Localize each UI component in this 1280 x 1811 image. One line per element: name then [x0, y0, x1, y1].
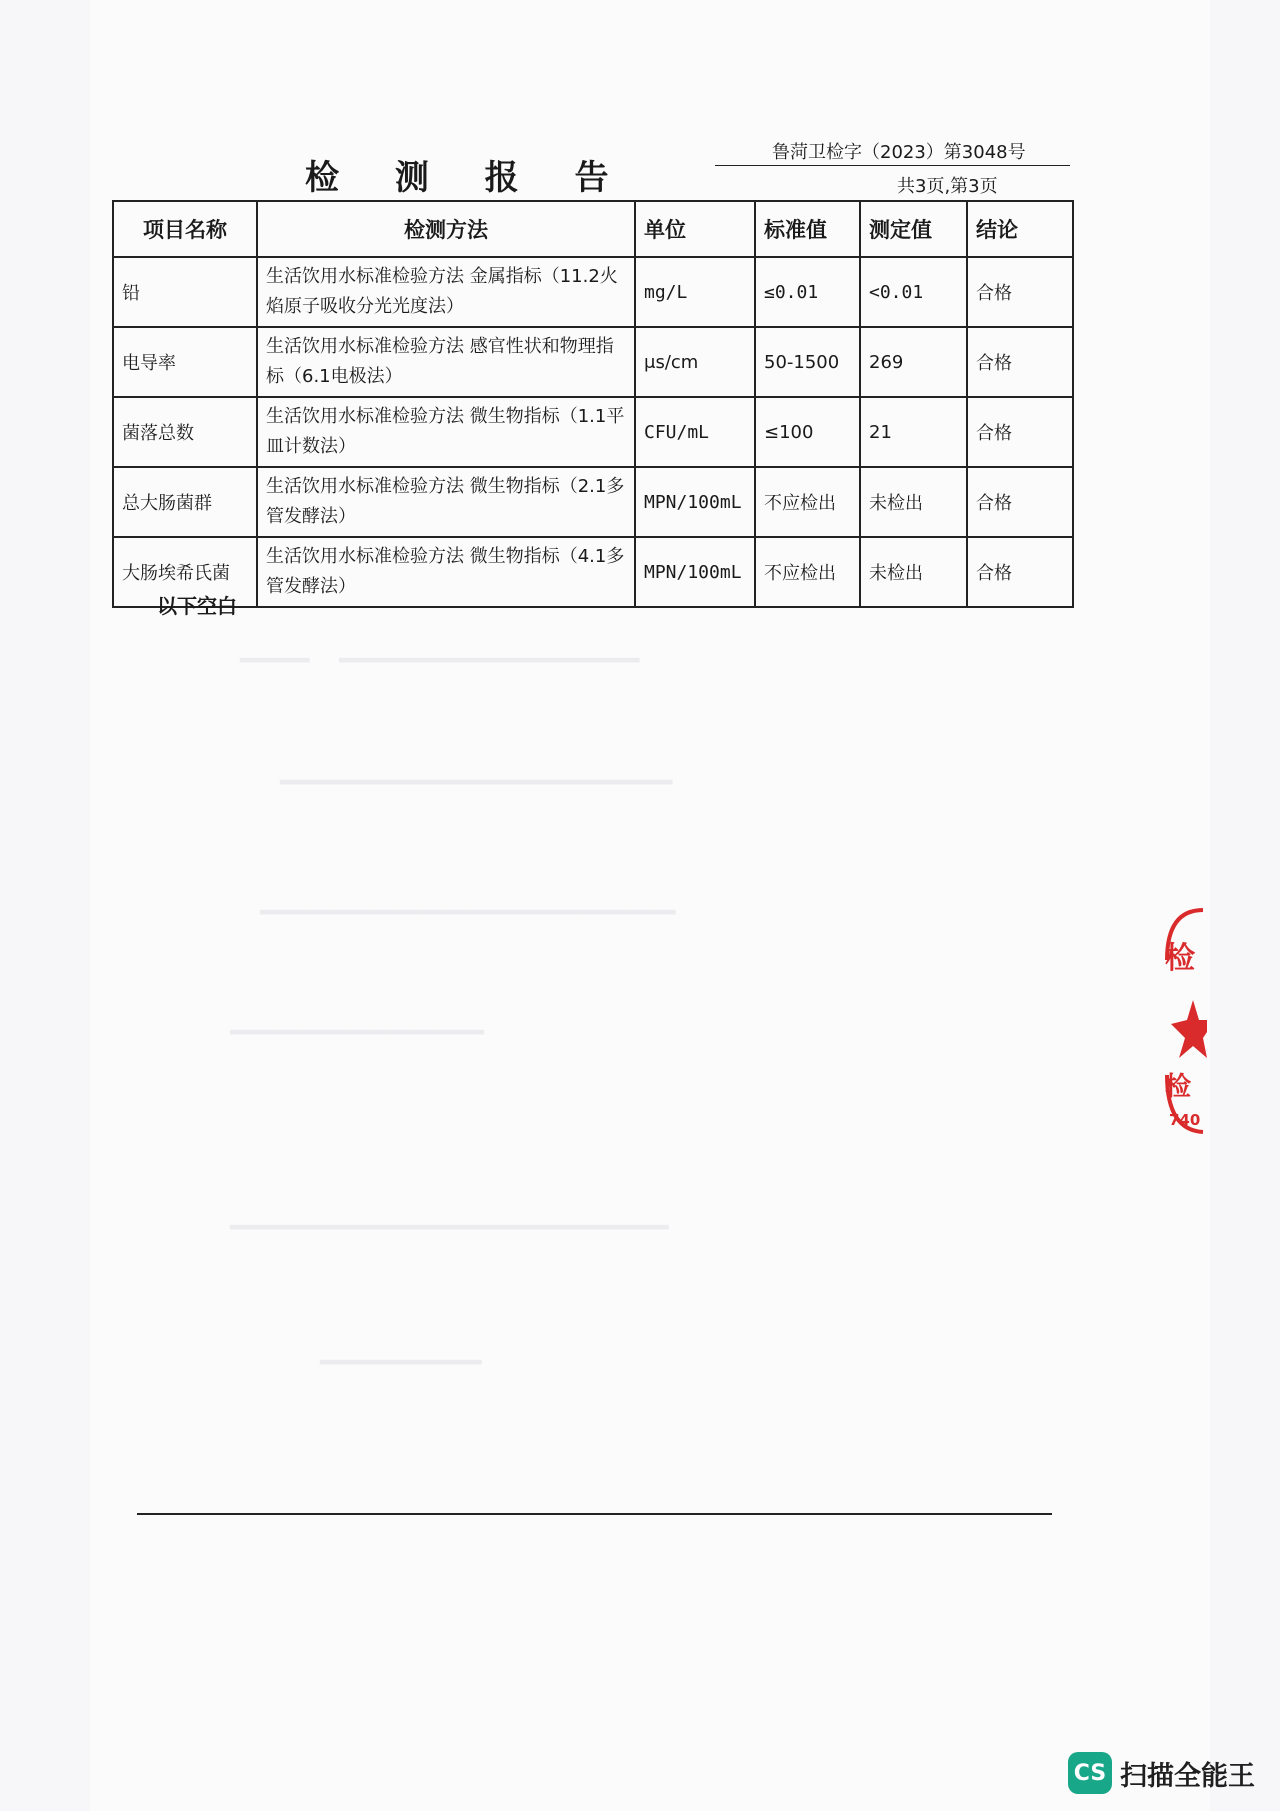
table-row — [113, 537, 1073, 607]
bleed-through-texture: ▁▁▁▁▁▁▁▁▁▁▁▁▁▁▁▁▁▁▁ — [230, 1195, 669, 1230]
official-seal-fragment — [1163, 900, 1207, 1150]
item-name: 铅 — [113, 257, 257, 327]
column-header: 项目名称 — [113, 201, 257, 257]
measured-value: 未检出 — [860, 537, 967, 607]
test-method: 生活饮用水标准检验方法 微生物指标（2.1多管发酵法） — [257, 467, 635, 537]
standard-value: ≤100 — [755, 397, 860, 467]
svg-text:740: 740 — [1169, 1111, 1201, 1129]
column-header: 标准值 — [755, 201, 860, 257]
camscanner-logo-icon: CS — [1068, 1752, 1112, 1794]
unit: MPN/100mL — [635, 467, 755, 537]
column-header: 检测方法 — [257, 201, 635, 257]
results-table — [112, 200, 1074, 608]
table-row — [113, 397, 1073, 467]
seal-icon — [1163, 900, 1207, 1150]
scanner-app-watermark — [1068, 1750, 1255, 1796]
conclusion: 合格 — [967, 537, 1073, 607]
page-info: 共3页,第3页 — [897, 176, 998, 197]
unit: MPN/100mL — [635, 537, 755, 607]
table-row — [113, 467, 1073, 537]
bleed-through-texture: ▁▁▁▁▁▁▁▁▁▁▁ — [230, 1000, 484, 1035]
standard-value: 不应检出 — [755, 467, 860, 537]
column-header: 单位 — [635, 201, 755, 257]
report-number: 鲁菏卫检字（2023）第3048号 — [772, 142, 1026, 163]
column-header: 测定值 — [860, 201, 967, 257]
measured-value: 未检出 — [860, 467, 967, 537]
item-name: 总大肠菌群 — [113, 467, 257, 537]
bleed-through-texture: ▁▁▁ ▁▁▁▁▁▁▁▁▁▁▁▁▁ — [240, 628, 640, 663]
item-name: 菌落总数 — [113, 397, 257, 467]
standard-value: 不应检出 — [755, 537, 860, 607]
item-name: 大肠埃希氏菌 — [113, 537, 257, 607]
document-title: 检 测 报 告 — [305, 158, 631, 198]
conclusion: 合格 — [967, 327, 1073, 397]
unit: mg/L — [635, 257, 755, 327]
table-row — [113, 327, 1073, 397]
test-method: 生活饮用水标准检验方法 感官性状和物理指标（6.1电极法） — [257, 327, 635, 397]
standard-value: 50-1500 — [755, 327, 860, 397]
table-row — [113, 257, 1073, 327]
conclusion: 合格 — [967, 397, 1073, 467]
svg-text:检: 检 — [1165, 1072, 1192, 1102]
bleed-through-texture: ▁▁▁▁▁▁▁▁▁▁▁▁▁▁▁▁▁ — [280, 750, 673, 785]
footer-rule — [137, 1513, 1052, 1515]
bleed-through-texture: ▁▁▁▁▁▁▁▁▁▁▁▁▁▁▁▁▁▁ — [260, 880, 676, 915]
measured-value: 21 — [860, 397, 967, 467]
scanner-app-name: 扫描全能王 — [1120, 1760, 1255, 1792]
unit: CFU/mL — [635, 397, 755, 467]
test-method: 生活饮用水标准检验方法 金属指标（11.2火焰原子吸收分光光度法） — [257, 257, 635, 327]
conclusion: 合格 — [967, 467, 1073, 537]
column-header: 结论 — [967, 201, 1073, 257]
header-rule — [715, 165, 1070, 166]
measured-value: 269 — [860, 327, 967, 397]
item-name: 电导率 — [113, 327, 257, 397]
blank-below-note: 以下空白 — [157, 594, 237, 618]
table-header-row — [113, 201, 1073, 257]
bleed-through-texture: ▁▁▁▁▁▁▁ — [320, 1330, 482, 1365]
standard-value: ≤0.01 — [755, 257, 860, 327]
svg-text:检: 检 — [1165, 941, 1195, 976]
conclusion: 合格 — [967, 257, 1073, 327]
test-method: 生活饮用水标准检验方法 微生物指标（4.1多管发酵法） — [257, 537, 635, 607]
test-method: 生活饮用水标准检验方法 微生物指标（1.1平皿计数法） — [257, 397, 635, 467]
unit: μs/cm — [635, 327, 755, 397]
measured-value: <0.01 — [860, 257, 967, 327]
